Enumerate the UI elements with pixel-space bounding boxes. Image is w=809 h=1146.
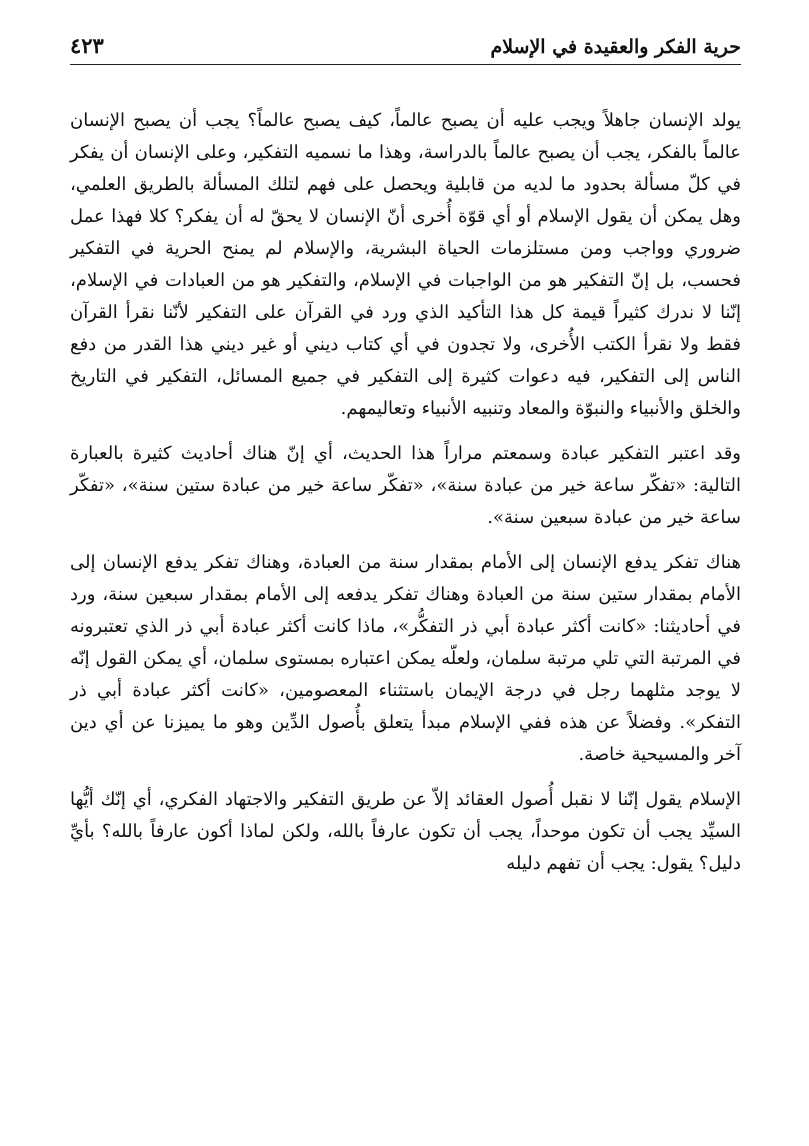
page-number: ٤٢٣ xyxy=(70,33,104,58)
paragraph-3: هناك تفكر يدفع الإنسان إلى الأمام بمقدار سنة من العبادة، وهناك تفكر يدفع الإنسان إلى الأمام بمقدار ستين سنة من العبادة وهناك تفكر يدفعه إلى الأمام بمقدار سبعين سنة، ورد في أحاديثنا: «كانت أكثر عبادة أبي ذر التفكُّر»، ماذا كانت أكثر عبادة أبي ذر الذي تعتبرونه في المرتبة التي تلي مرتبة سلمان، ولعلّه يمكن اعتباره بمستوى سلمان، أي يمكن القول إنّه لا يوجد مثلهما رجل في درجة الإيمان باستثناء المعصومين، «كانت أكثر عبادة أبي ذر التفكر». وفضلاً عن هذه ففي الإسلام مبدأ يتعلق بأُصول الدِّين وهو ما يميزنا عن أي دين آخر والمسيحية خاصة. xyxy=(70,552,742,765)
running-title: حرية الفكر والعقيدة في الإسلام xyxy=(490,36,741,58)
paragraph-2: وقد اعتبر التفكير عبادة وسمعتم مراراً هذا الحديث، أي إنّ هناك أحاديث كثيرة بالعبارة التالية: «تفكّر ساعة خير من عبادة سنة»، «تفكّر ساعة خير من عبادة ستين سنة»، «تفكّر ساعة خير من عبادة سبعين سنة». xyxy=(70,443,741,528)
page-header xyxy=(70,30,741,65)
body-text xyxy=(70,105,741,880)
paragraph-1: يولد الإنسان جاهلاً ويجب عليه أن يصبح عالماً، كيف يصبح عالماً؟ يجب أن يصبح الإنسان عالماً بالفكر، يجب أن يصبح عالماً بالدراسة، وهذا ما نسميه التفكير، وعلى الإنسان أن يفكر في كلّ مسألة بحدود ما لديه من قابلية ويحصل على فهم لتلك المسألة بالطريق العلمي، وهل يمكن أن يقول الإسلام أو أي قوّة أُخرى أنّ الإنسان لا يحقّ له أن يفكر؟ كلا فهذا عمل ضروري وواجب ومن مستلزمات الحياة البشرية، والإسلام لم يمنح الحرية في التفكير فحسب، بل إنّ التفكير هو من الواجبات في الإسلام، والتفكير هو من العبادات في الإسلام، إنّنا لا ندرك كثيراً قيمة كل هذا التأكيد الذي ورد في القرآن على التفكير لأنّنا نقرأ القرآن فقط ولا نقرأ الكتب الأُخرى، ولا تجدون في أي كتاب ديني أو غير ديني هذا القدر من دفع الناس إلى التفكير، فيه دعوات كثيرة إلى التفكير في جميع المسائل، التفكير في التاريخ والخلق والأنبياء والنبوّة والمعاد وتنبيه الأنبياء وتعاليمهم. xyxy=(70,110,741,419)
paragraph-4: الإسلام يقول إنّنا لا نقبل أُصول العقائد إلاّ عن طريق التفكير والاجتهاد الفكري، أي إنّك أيُّها السيِّد يجب أن تكون موحداً، يجب أن تكون عارفاً بالله، ولكن لماذا أكون عارفاً بالله؟ بأيِّ دليل؟ يقول: يجب أن تفهم دليله xyxy=(70,789,741,874)
